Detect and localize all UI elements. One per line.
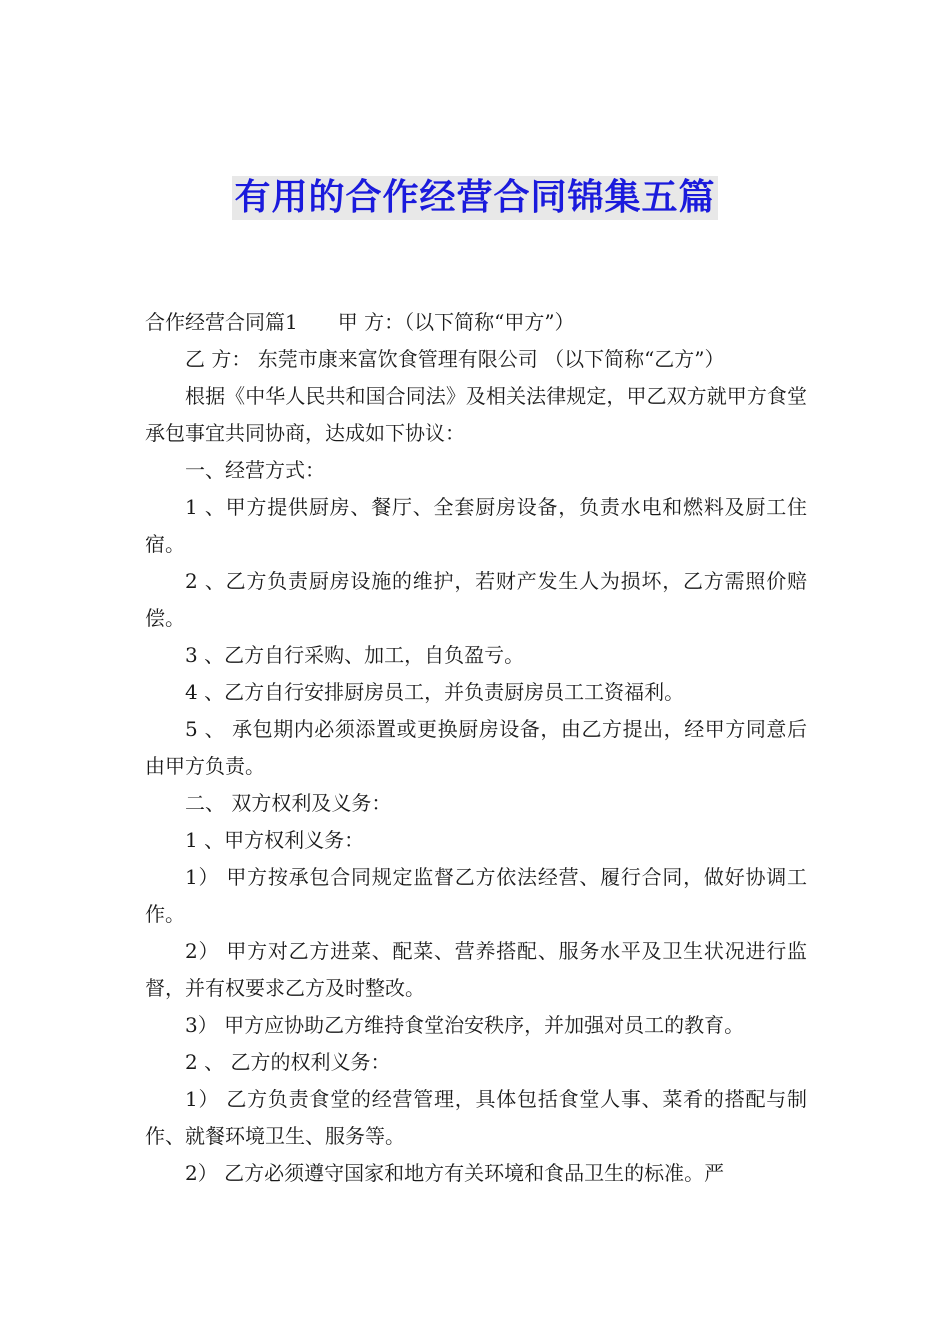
clause-paragraph: 1） 甲方按承包合同规定监督乙方依法经营、履行合同，做好协调工作。 [145, 865, 807, 926]
section-heading-business-mode: 一、经营方式： [185, 458, 325, 482]
clause-paragraph: 4 、乙方自行安排厨房员工，并负责厨房员工工资福利。 [185, 680, 685, 704]
header-line [145, 304, 807, 341]
title-container [0, 176, 950, 220]
clause-paragraph: 2 、乙方负责厨房设施的维护，若财产发生人为损坏，乙方需照价赔偿。 [145, 569, 807, 630]
party-a-line: 甲 方：（以下简称“甲方”） [337, 310, 575, 334]
clause-paragraph: 2） 甲方对乙方进菜、配菜、营养搭配、服务水平及卫生状况进行监督，并有权要求乙方及时整改。 [145, 939, 807, 1000]
section-heading-rights-obligations: 二、 双方权利及义务： [185, 791, 392, 815]
clause-paragraph: 1） 乙方负责食堂的经营管理，具体包括食堂人事、菜肴的搭配与制作、就餐环境卫生、服务等。 [145, 1087, 807, 1148]
clause-paragraph: 5 、 承包期内必须添置或更换厨房设备，由乙方提出，经甲方同意后由甲方负责。 [145, 717, 807, 778]
preamble-paragraph: 根据《中华人民共和国合同法》及相关法律规定，甲乙双方就甲方食堂承包事宜共同协商，达成如下协议： [145, 384, 807, 445]
clause-paragraph: 3 、乙方自行采购、加工，自负盈亏。 [185, 643, 525, 667]
clause-paragraph: 3） 甲方应协助乙方维持食堂治安秩序，并加强对员工的教育。 [185, 1013, 745, 1037]
subsection-heading-party-a: 1 、甲方权利义务： [185, 828, 365, 852]
document-body [145, 304, 807, 1192]
contract-section-label: 合作经营合同篇1 [145, 310, 298, 334]
party-b-paragraph: 乙 方： 东莞市康来富饮食管理有限公司 （以下简称“乙方”） [185, 347, 725, 371]
document-title: 有用的合作经营合同锦集五篇 [234, 177, 716, 218]
clause-paragraph: 2） 乙方必须遵守国家和地方有关环境和食品卫生的标准。严 [185, 1161, 725, 1185]
clause-paragraph: 1 、甲方提供厨房、餐厅、全套厨房设备，负责水电和燃料及厨工住宿。 [145, 495, 807, 556]
subsection-heading-party-b: 2 、 乙方的权利义务： [185, 1050, 391, 1074]
